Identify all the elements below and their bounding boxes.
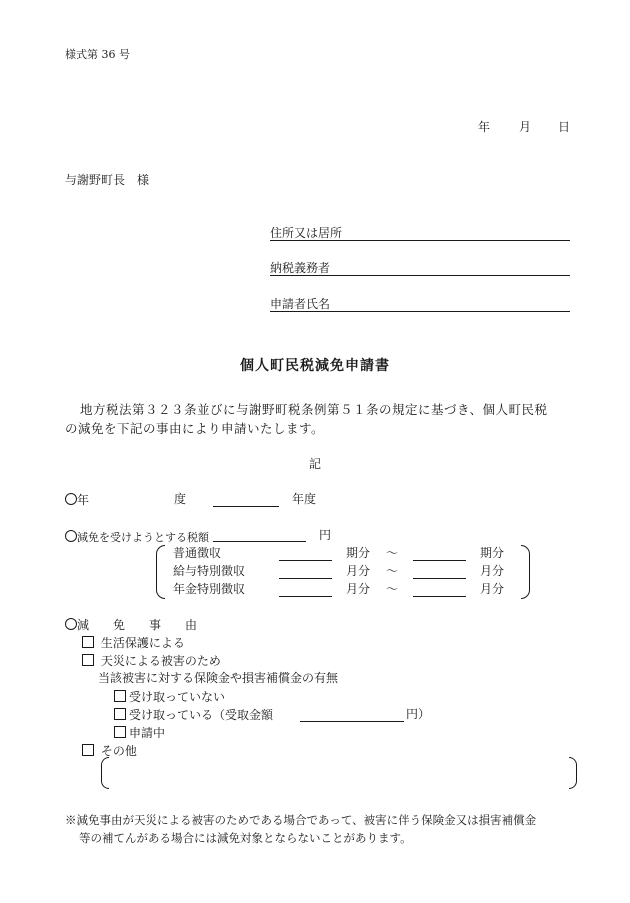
checkbox-pending[interactable]	[114, 726, 126, 738]
fiscal-year-suffix: 年度	[292, 492, 317, 506]
other-right-bracket	[569, 757, 577, 789]
collection-label-pension: 年金特別徴収	[173, 582, 246, 596]
taxpayer-field[interactable]	[270, 275, 570, 276]
collection-label-salary: 給与特別徴収	[173, 564, 246, 578]
intro-line-2: の減免を下記の事由により申請いたします。	[65, 421, 325, 436]
option-pending-label: 申請中	[129, 726, 166, 740]
pension-unit-from: 月分	[346, 582, 371, 596]
other-left-bracket	[101, 757, 109, 789]
salary-to-field[interactable]	[413, 578, 466, 579]
amount-label: 減免を受けようとする税額	[77, 531, 209, 544]
addressee: 与謝野町長 様	[65, 173, 150, 187]
option-welfare[interactable]	[82, 636, 185, 649]
salary-tilde: ～	[386, 564, 399, 578]
received-amount-field[interactable]	[300, 721, 404, 722]
note-line-1: ※減免事由が天災による被害のためである場合であって、被害に伴う保険金又は損害補償金	[65, 813, 537, 827]
date-month-label: 月	[519, 120, 532, 134]
regular-to-field[interactable]	[413, 560, 466, 561]
regular-from-field[interactable]	[279, 560, 332, 561]
checkbox-other[interactable]	[82, 744, 94, 756]
form-number: 様式第 36 号	[65, 48, 130, 61]
checkbox-disaster[interactable]	[82, 654, 94, 666]
year-label: 年	[77, 493, 90, 507]
amount-field[interactable]	[213, 541, 306, 542]
address-label: 住所又は居所	[270, 226, 343, 240]
date-year-label: 年	[478, 120, 491, 134]
regular-unit-from: 期分	[346, 546, 371, 560]
circle-bullet-icon	[65, 493, 77, 505]
option-received[interactable]	[114, 708, 273, 721]
collection-label-regular: 普通徴収	[173, 546, 222, 560]
right-bracket	[521, 545, 530, 599]
year-row	[65, 493, 89, 506]
salary-unit-from: 月分	[346, 564, 371, 578]
amount-row	[65, 530, 209, 543]
checkbox-welfare[interactable]	[82, 636, 94, 648]
regular-unit-to: 期分	[480, 546, 505, 560]
pension-unit-to: 月分	[480, 582, 505, 596]
taxpayer-label: 納税義務者	[270, 261, 331, 275]
applicant-name-field[interactable]	[270, 311, 570, 312]
checkbox-received[interactable]	[114, 708, 126, 720]
amount-unit: 円	[319, 528, 332, 542]
option-not-received[interactable]	[114, 690, 225, 703]
option-pending[interactable]	[114, 726, 165, 739]
option-welfare-label: 生活保護による	[100, 636, 185, 650]
salary-unit-to: 月分	[480, 564, 505, 578]
pension-from-field[interactable]	[279, 596, 332, 597]
reason-heading-row	[65, 618, 197, 631]
page-title: 個人町民税減免申請書	[240, 358, 390, 374]
option-received-label: 受け取っている（受取金額	[129, 708, 274, 722]
pension-to-field[interactable]	[413, 596, 466, 597]
do-label: 度	[174, 492, 187, 506]
salary-from-field[interactable]	[279, 578, 332, 579]
option-not-received-label: 受け取っていない	[129, 690, 226, 704]
option-disaster[interactable]	[82, 654, 221, 667]
note-line-2: 等の補てんがある場合には減免対象とならないことがあります。	[79, 831, 412, 845]
regular-tilde: ～	[386, 546, 399, 560]
insurance-question: 当該被害に対する保険金や損害補償金の有無	[98, 671, 339, 685]
left-bracket	[156, 545, 165, 599]
circle-bullet-icon	[65, 618, 77, 630]
date-day-label: 日	[558, 120, 571, 134]
pension-tilde: ～	[386, 582, 399, 596]
option-disaster-label: 天災による被害のため	[100, 654, 221, 668]
fiscal-year-field[interactable]	[213, 506, 279, 507]
applicant-name-label: 申請者氏名	[270, 297, 331, 311]
circle-bullet-icon	[65, 530, 77, 542]
option-other[interactable]	[82, 744, 137, 757]
address-field[interactable]	[270, 240, 570, 241]
reason-heading: 減 免 事 由	[77, 618, 198, 632]
checkbox-not-received[interactable]	[114, 690, 126, 702]
ki-heading: 記	[308, 457, 321, 471]
option-other-label: その他	[100, 744, 137, 758]
intro-line-1: 地方税法第３２３条並びに与謝野町税条例第５１条の規定に基づき、個人町民税	[80, 402, 548, 417]
received-amount-unit: 円）	[406, 707, 431, 721]
other-reason-field[interactable]	[112, 760, 564, 784]
